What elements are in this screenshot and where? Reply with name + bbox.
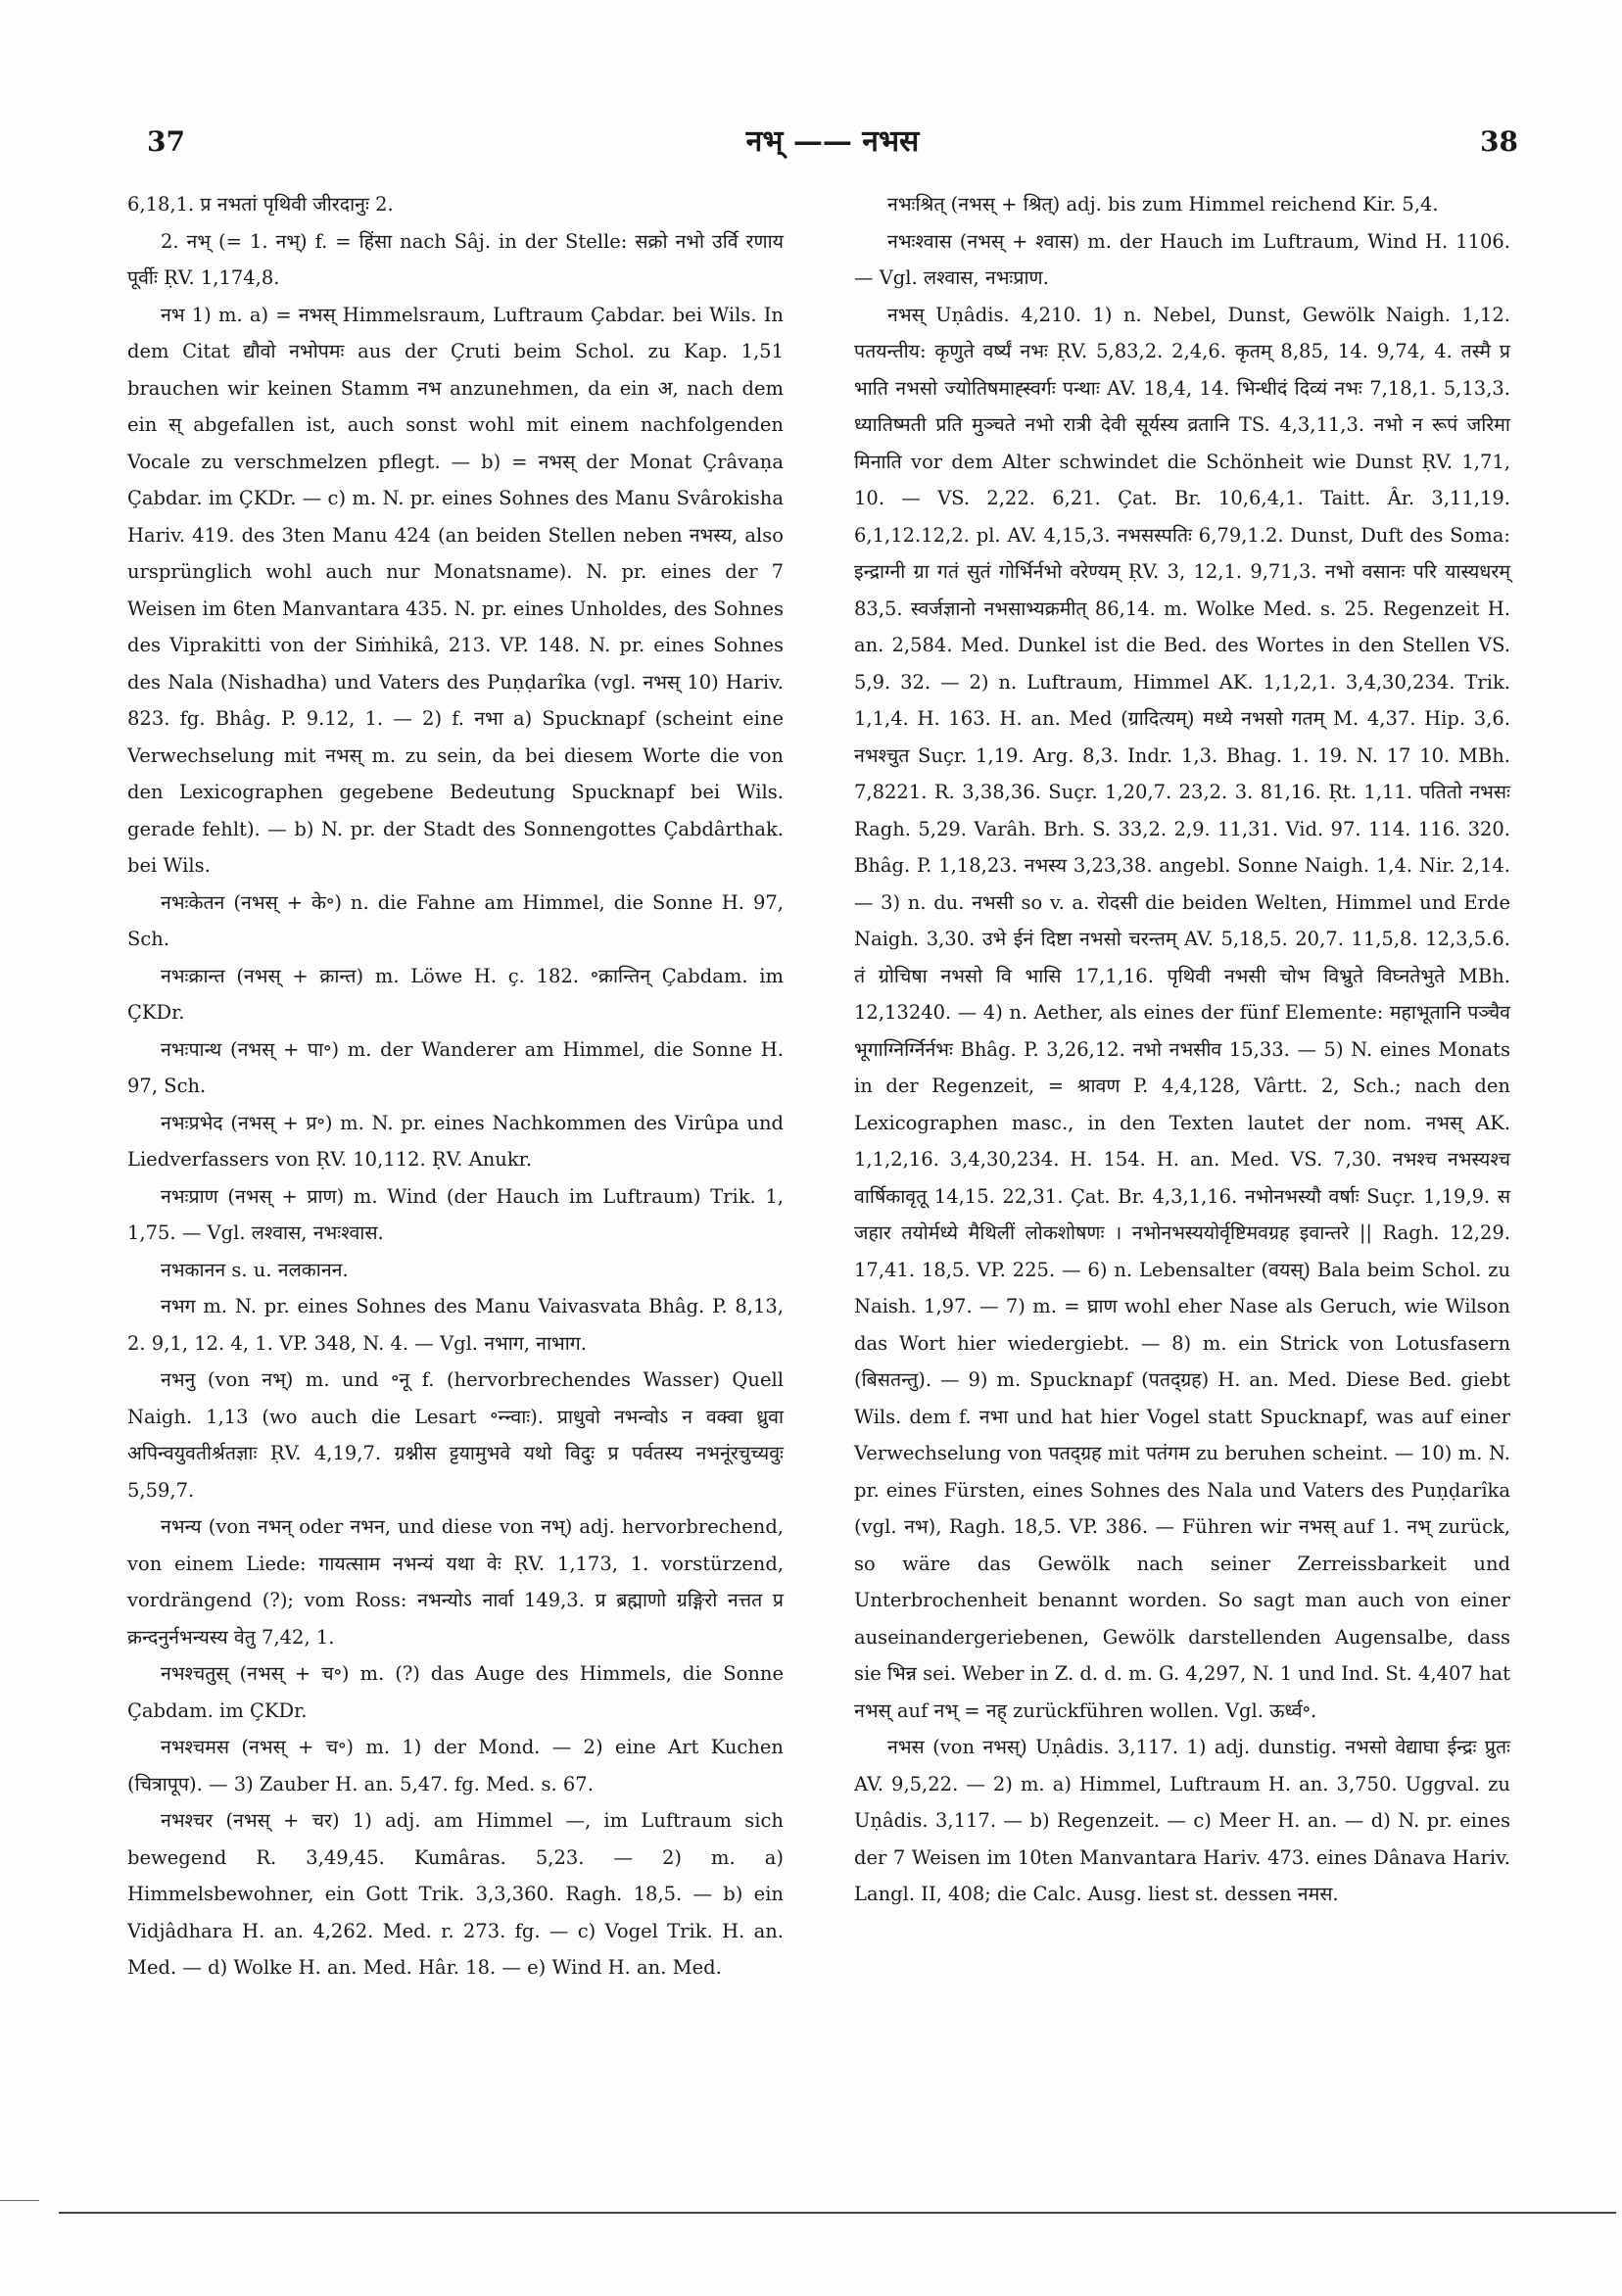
dictionary-entry: नभस (von नभस्) Uṇâdis. 3,117. 1) adj. dunstig. नभसो वेद्याघा ईन्द्रः प्रुतः AV. 9,5,22. — 2) m. a) Himmel, Luftraum H. an. 3,750. Uggval. zu Uṇâdis. 3,117. — b) Regenzeit. — c) Meer H. an. — d) N. pr. eines der 7 Weisen im 10ten Manvantara Hariv. 473. eines Dânava Hariv. Langl. II, 408; die Calc. Ausg. liest st. dessen नमस. [854, 1736, 1510, 1905]
dictionary-entry: नभःप्रभेद (नभस् + प्र॰) m. N. pr. eines Nachkommen des Virûpa und Liedverfassers von ṚV. 10,112. ṚV. Anukr. [127, 1111, 784, 1171]
dictionary-entry: नभश्चर (नभस् + चर) 1) adj. am Himmel —, im Luftraum sich bewegend R. 3,49,45. Kumâras. 5,23. — 2) m. a) Himmelsbewohner, ein Gott Trik. 3,3,360. Ragh. 18,5. — b) ein Vidjâdhara H. an. 4,262. Med. r. 273. fg. — c) Vogel Trik. H. an. Med. — d) Wolke H. an. Med. Hâr. 18. — e) Wind H. an. Med. [127, 1809, 784, 1979]
dictionary-entry: नभःक्रान्त (नभस् + क्रान्त) m. Löwe H. ç. 182. ॰क्रान्तिन् Çabdam. im ÇKDr. [127, 964, 784, 1024]
dictionary-entry: नभस् Uṇâdis. 4,210. 1) n. Nebel, Dunst, Gewölk Naigh. 1,12. पतयन्तीय: कृणुते वर्ष्यं नभः ṚV. 5,83,2. 2,4,6. कृतम् 8,85, 14. 9,74, 4. तस्मै प्र भाति नभसो ज्योतिषमाह्स्वर्गः पन्थाः AV. 18,4, 14. भिन्धीदं दिव्यं नभः 7,18,1. 5,13,3. ध्यातिष्मती प्रति मुञ्चते नभो रात्री देवी सूर्यस्य व्रतानि TS. 4,3,11,3. नभो न रूपं जरिमा मिनाति vor dem Alter schwindet die Schönheit wie Dunst ṚV. 1,71, 10. — VS. 2,22. 6,21. Çat. Br. 10,6,4,1. Taitt. Âr. 3,11,19. 6,1,12.12,2. pl. AV. 4,15,3. नभसस्पतिः 6,79,1.2. Dunst, Duft des Soma: इन्द्राग्नी ग्रा गतं सुतं गोर्भिर्नभो वरेण्यम् ṚV. 3, 12,1. 9,71,3. नभो वसानः परि यास्यधरम् 83,5. स्वर्जज्ञानो नभसाभ्यक्रमीत् 86,14. m. Wolke Med. s. 25. Regenzeit H. an. 2,584. Med. Dunkel ist die Bed. des Wortes in den Stellen VS. 5,9. 32. — 2) n. Luftraum, Himmel AK. 1,1,2,1. 3,4,30,234. Trik. 1,1,4. H. 163. H. an. Med (ग्रादित्यम्) मध्ये नभसो गतम् M. 4,37. Hip. 3,6. नभश्चुत Suçr. 1,19. Arg. 8,3. Indr. 1,3. Bhag. 1. 19. N. 17 10. MBh. 7,8221. R. 3,38,36. Suçr. 1,20,7. 23,2. 3. 81,16. Ṛt. 1,11. पतितो नभसः Ragh. 5,29. Varâh. Brh. S. 33,2. 2,9. 11,31. Vid. 97. 114. 116. 320. Bhâg. P. 1,18,23. नभस्य 3,23,38. angebl. Sonne Naigh. 1,4. Nir. 2,14. — 3) n. du. नभसी so v. a. रोदसी die beiden Welten, Himmel und Erde Naigh. 3,30. उभे ईनं दिष्टा नभसो चरन्तम् AV. 5,18,5. 20,7. 11,5,8. 12,3,5.6. तं ग्रोचिषा नभसो वि भासि 17,1,16. पृथिवी नभसी चोभ विभ्रुते विघ्नतेभुते MBh. 12,13240. — 4) n. Aether, als eines der fünf Elemente: महाभूतानि पञ्चैव भूगाग्निर्ग्निर्नभः Bhâg. P. 3,26,12. नभो नभसीव 15,33. — 5) N. eines Monats in der Regenzeit, = श्रावण P. 4,4,128, Vârtt. 2, Sch.; nach den Lexicographen masc., in den Texten lautet der nom. नभस् AK. 1,1,2,16. 3,4,30,234. H. 154. H. an. Med. VS. 7,30. नभश्च नभस्यश्च वार्षिकावृतू 14,15. 22,31. Çat. Br. 4,3,1,16. नभोनभस्यौ वर्षाः Suçr. 1,19,9. स जहार तयोर्मध्ये मैथिलीं लोकशोषणः । नभोनभस्ययोर्वृष्टिमवग्रह इवान्तरे || Ragh. 12,29. 17,41. 18,5. VP. 225. — 6) n. Lebensalter (वयस्) Bala beim Schol. zu Naish. 1,97. — 7) m. = घ्राण wohl eher Nase als Geruch, wie Wilson das Wort hier wiedergiebt. — 8) m. ein Strick von Lotusfasern (बिसतन्तु). — 9) m. Spucknapf (पतद्ग्रह) H. an. Med. Diese Bed. giebt Wils. dem f. नभा und hat hier Vogel statt Spucknapf, was auf einer Verwechselung von पतद्ग्रह mit पतंगम zu beruhen scheint. — 10) m. N. pr. eines Fürsten, eines Sohnes des Nala und Vaters des Puṇḍarîka (vgl. नभ), Ragh. 18,5. VP. 386. — Führen wir नभस् auf 1. नभ् zurück, so wäre das Gewölk nach seiner Zerreissbarkeit und Unterbrochenheit benannt worden. So sagt man auch von einer auseinandergeriebenen, Gewölk darstellenden Augensalbe, dass sie भिन्न sei. Weber in Z. d. d. m. G. 4,297, N. 1 und Ind. St. 4,407 hat नभस् auf नभ् = नह् zurückführen wollen. Vgl. ऊर्ध्व॰. [854, 303, 1510, 1722]
dictionary-entry: नभकानन s. u. नलकानन. [161, 1258, 349, 1281]
dictionary-entry: नभःपान्थ (नभस् + पा॰) m. der Wanderer am Himmel, die Sonne H. 97, Sch. [127, 1037, 784, 1097]
page-number-right: 38 [1480, 125, 1518, 158]
continuation-paragraph: 6,18,1. प्र नभतां पृथिवी जीरदानुः 2. [127, 193, 394, 215]
dictionary-entry: 2. नभ् (= 1. नभ्) f. = हिंसा nach Sâj. in der Stelle: सक्रो नभो उर्वि रणाय पूर्वीः ṚV. 1,174,8. [127, 229, 784, 289]
dictionary-entry: नभःकेतन (नभस् + के॰) n. die Fahne am Himmel, die Sonne H. 97, Sch. [127, 890, 784, 950]
page-header [147, 120, 1518, 168]
dictionary-entry: नभःश्वास (नभस् + श्वास) m. der Hauch im Luftraum, Wind H. 1106. — Vgl. लश्वास, नभःप्राण. [854, 229, 1510, 289]
right-column [854, 186, 1510, 1913]
dictionary-entry: नभश्चतुस् (नभस् + च॰) m. (?) das Auge des Himmels, die Sonne Çabdam. im ÇKDr. [127, 1662, 784, 1722]
dictionary-entry: नभग m. N. pr. eines Sohnes des Manu Vaivasvata Bhâg. P. 8,13, 2. 9,1, 12. 4, 1. VP. 348, N. 4. — Vgl. नभाग, नाभाग. [127, 1295, 784, 1355]
running-head: नभ् —— नभस [745, 124, 920, 159]
left-column [127, 186, 784, 1986]
dictionary-entry: नभःश्रित् (नभस् + श्रित्) adj. bis zum Himmel reichend Kir. 5,4. [887, 193, 1439, 215]
dictionary-entry: नभ 1) m. a) = नभस् Himmelsraum, Luftraum Çabdar. bei Wils. In dem Citat द्यौवो नभोपमः aus der Çruti beim Schol. zu Kap. 1,51 brauchen wir keinen Stamm नभ anzunehmen, da ein अ, nach dem ein स् abgefallen ist, auch sonst wohl mit einem nachfolgenden Vocale zu verschmelzen pflegt. — b) = नभस् der Monat Çrâvaṇa Çabdar. im ÇKDr. — c) m. N. pr. eines Sohnes des Manu Svârokisha Hariv. 419. des 3ten Manu 424 (an beiden Stellen neben नभस्य, also ursprünglich wohl auch nur Monatsname). N. pr. eines der 7 Weisen im 6ten Manvantara 435. N. pr. eines Unholdes, des Sohnes des Viprakitti von der Siṁhikâ, 213. VP. 148. N. pr. eines Sohnes des Nala (Nishadha) und Vaters des Puṇḍarîka (vgl. नभस् 10) Hariv. 823. fg. Bhâg. P. 9.12, 1. — 2) f. नभा a) Spucknapf (scheint eine Verwechselung mit नभस् m. zu sein, da bei diesem Worte die von den Lexicographen gegebene Bedeutung Spucknapf bei Wils. gerade fehlt). — b) N. pr. der Stadt des Sonnengottes Çabdârthak. bei Wils. [127, 303, 784, 877]
dictionary-entry: नभश्चमस (नभस् + च॰) m. 1) der Mond. — 2) eine Art Kuchen (चित्रापूप). — 3) Zauber H. an. 5,47. fg. Med. s. 67. [127, 1736, 784, 1795]
page-number-left: 37 [147, 125, 185, 158]
bottom-rule [59, 2212, 1616, 2214]
dictionary-entry: नभनु (von नभ्) m. und ॰नू f. (hervorbrechendes Wasser) Quell Naigh. 1,13 (wo auch die Lesart ॰न्न्वाः). प्राधुवो नभन्वोऽ न वक्वा ध्रुवा अपिन्वयुवतीर्श्रतज्ञाः ṚV. 4,19,7. ग्रश्नीस ट्टयामुभवे यथो विदुः प्र पर्वतस्य नभनूंरचुच्यवुः 5,59,7. [127, 1368, 784, 1502]
dictionary-entry: नभन्य (von नभन् oder नभन, und diese von नभ्) adj. hervorbrechend, von einem Liede: गायत्साम नभन्यं यथा वेः ṚV. 1,173, 1. vorstürzend, vordrängend (?); vom Ross: नभन्योऽ नार्वा 149,3. प्र ब्रह्माणो ग्रङ्गिरो नत्तत प्र क्रन्दनुर्नभन्यस्य वेतु 7,42, 1. [127, 1515, 784, 1649]
margin-mark [0, 2200, 39, 2201]
dictionary-entry: नभःप्राण (नभस् + प्राण) m. Wind (der Hauch im Luftraum) Trik. 1, 1,75. — Vgl. लश्वास, नभःश्वास. [127, 1184, 784, 1244]
